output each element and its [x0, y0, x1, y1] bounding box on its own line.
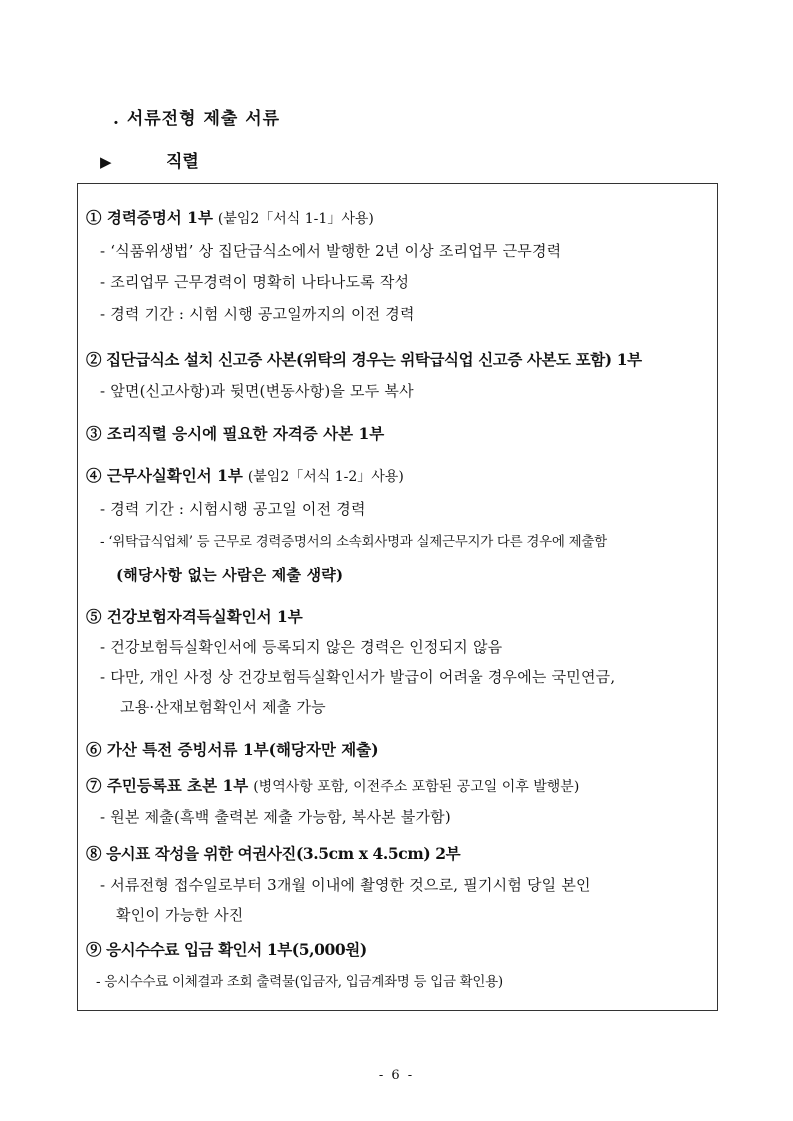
section-title: . 서류전형 제출 서류: [113, 109, 281, 129]
item-7-title: ⑦ 주민등록표 초본 1부: [86, 776, 249, 795]
item-1-line-3: - 경력 기간 : 시험 시행 공고일까지의 이전 경력: [100, 305, 415, 323]
item-7-note: (병역사항 포함, 이전주소 포함된 공고일 이후 발행분): [253, 779, 580, 795]
item-4-line-3: (해당사항 없는 사람은 제출 생략): [116, 566, 344, 584]
item-8-line-2: 확인이 가능한 사진: [116, 906, 244, 924]
item-5-line-3: 고용·산재보험확인서 제출 가능: [120, 698, 326, 716]
item-7-heading: [86, 774, 709, 796]
item-9-heading: [86, 938, 709, 960]
item-5-line-2: - 다만, 개인 사정 상 건강보험득실확인서가 발급이 어려울 경우에는 국민연금,: [100, 668, 616, 686]
item-4-line-2: - ‘위탁급식업체’ 등 근무로 경력증명서의 소속회사명과 실제근무지가 다른 경우에 제출함: [100, 534, 607, 550]
item-2-line-1: - 앞면(신고사항)과 뒷면(변동사항)을 모두 복사: [100, 382, 414, 400]
item-5-line-1: - 건강보험득실확인서에 등록되지 않은 경력은 인정되지 않음: [100, 638, 503, 656]
item-1-note: (붙임2「서식 1-1」사용): [217, 211, 374, 227]
item-8-line-1: - 서류전형 접수일로부터 3개월 이내에 촬영한 것으로, 필기시험 당일 본인: [100, 876, 591, 894]
item-3-heading: [86, 422, 709, 444]
item-4-title: ④ 근무사실확인서 1부: [86, 466, 243, 485]
item-2-heading: [86, 348, 709, 370]
item-2-title: ② 집단급식소 설치 신고증 사본(위탁의 경우는 위탁급식업 신고증 사본도 포함) 1부: [86, 350, 642, 369]
item-3-title: ③ 조리직렬 응시에 필요한 자격증 사본 1부: [86, 424, 385, 443]
page-number: - 6 -: [378, 1068, 415, 1083]
item-9-line-1: - 응시수수료 이체결과 조회 출력물(입금자, 입금계좌명 등 입금 확인용): [96, 974, 503, 990]
item-8-heading: [86, 842, 709, 864]
documents-box: [77, 183, 718, 1011]
item-5-heading: [86, 605, 709, 627]
item-6-title: ⑥ 가산 특전 증빙서류 1부(해당자만 제출): [86, 740, 379, 759]
item-6-heading: [86, 738, 709, 760]
job-category-line: [100, 147, 199, 172]
item-9-title: ⑨ 응시수수료 입금 확인서 1부(5,000원): [86, 940, 367, 959]
item-4-note: (붙임2「서식 1-2」사용): [247, 469, 404, 485]
item-5-title: ⑤ 건강보험자격득실확인서 1부: [86, 607, 303, 626]
item-1-line-1: - ‘식품위생법’ 상 집단급식소에서 발행한 2년 이상 조리업무 근무경력: [100, 242, 562, 260]
arrow-bullet-icon: ▶: [100, 153, 112, 171]
item-1-heading: [86, 206, 709, 228]
item-1-title: ① 경력증명서 1부: [86, 208, 213, 227]
item-4-line-1: - 경력 기간 : 시험시행 공고일 이전 경력: [100, 500, 366, 518]
item-7-line-1: - 원본 제출(흑백 출력본 제출 가능함, 복사본 불가함): [100, 808, 451, 826]
job-category-label: 직렬: [166, 152, 199, 172]
item-4-heading: [86, 464, 709, 486]
item-8-title: ⑧ 응시표 작성을 위한 여권사진(3.5cm x 4.5cm) 2부: [86, 844, 461, 863]
item-1-line-2: - 조리업무 근무경력이 명확히 나타나도록 작성: [100, 273, 410, 291]
